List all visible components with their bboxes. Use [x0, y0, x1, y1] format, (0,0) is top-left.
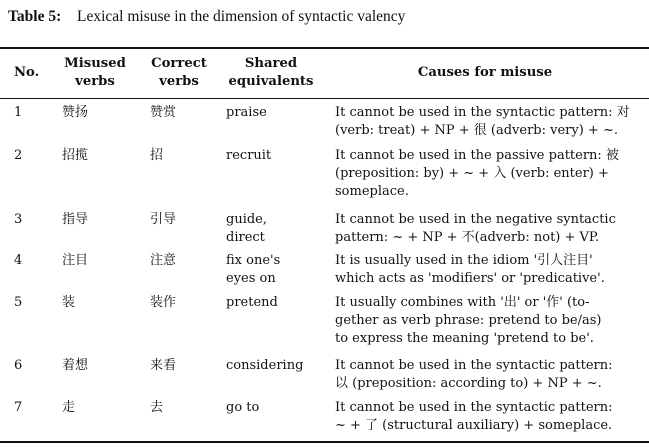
- row-2-shared: [226, 147, 271, 165]
- table-title: Lexical misuse in the dimension of syntactic valency: [77, 8, 406, 25]
- header-shared-line2: equivalents: [228, 74, 314, 89]
- row-4-correct: 注意: [150, 253, 177, 268]
- row-6-correct: 来看: [150, 358, 177, 373]
- row-4-no: 4: [14, 253, 23, 268]
- row-6-shared: [226, 357, 303, 375]
- row-6-cause-line: 以 (preposition: according to) + NP + ~.: [335, 376, 602, 392]
- row-4-shared: [226, 252, 280, 288]
- row-7-correct: 去: [150, 400, 164, 415]
- row-4-misused: 注目: [62, 253, 89, 268]
- row-6-no: 6: [14, 358, 23, 373]
- header-correct-line1: Correct: [151, 56, 207, 71]
- header-correct-line2: verbs: [159, 74, 199, 89]
- header-misused-line1: Misused: [64, 56, 126, 71]
- row-7-cause-line: It cannot be used in the syntactic pattern:: [335, 400, 613, 415]
- row-2-causes: [335, 147, 649, 202]
- row-2-misused: 招揽: [62, 148, 89, 163]
- row-1-no: 1: [14, 105, 23, 120]
- row-1-cause-line: It cannot be used in the syntactic pattern: 对: [335, 105, 630, 120]
- row-4-shared-line: eyes on: [226, 271, 276, 287]
- row-2-shared-line: recruit: [226, 148, 272, 163]
- header-rule: [0, 98, 649, 99]
- row-5-cause-line: It usually combines with '出' or '作' (to-: [335, 295, 590, 310]
- row-1-correct: 赞赏: [150, 105, 177, 120]
- row-3-no: 3: [14, 212, 23, 227]
- header-misused-line2: verbs: [75, 74, 115, 89]
- row-3-cause-line: pattern: ~ + NP + 不(adverb: not) + VP.: [335, 230, 600, 246]
- row-4-causes: [335, 252, 649, 288]
- header-shared: [222, 55, 320, 91]
- row-2-cause-line: someplace.: [335, 184, 409, 200]
- row-7-shared: [226, 399, 259, 417]
- row-7-misused: 走: [62, 400, 76, 415]
- row-7-no: 7: [14, 400, 23, 415]
- row-5-cause-line: to express the meaning 'pretend to be'.: [335, 331, 594, 347]
- header-shared-line1: Shared: [244, 56, 298, 71]
- bottom-rule: [0, 441, 649, 443]
- row-4-cause-line: It is usually used in the idiom '引人注目': [335, 253, 593, 268]
- row-2-cause-line: (preposition: by) + ~ + 入 (verb: enter) +: [335, 166, 609, 182]
- row-5-no: 5: [14, 295, 23, 310]
- row-5-misused: 装: [62, 295, 76, 310]
- row-6-causes: [335, 357, 649, 393]
- row-7-causes: [335, 399, 649, 435]
- row-4-cause-line: which acts as 'modifiers' or 'predicative'.: [335, 271, 605, 287]
- header-no: No.: [14, 65, 40, 80]
- row-7-shared-line: go to: [226, 400, 260, 415]
- header-misused: [57, 55, 133, 91]
- header-correct: [143, 55, 215, 91]
- row-5-shared-line: pretend: [226, 295, 278, 310]
- table-number: Table 5:: [8, 8, 62, 25]
- row-5-cause-line: gether as verb phrase: pretend to be/as): [335, 313, 602, 329]
- row-1-cause-line: (verb: treat) + NP + 很 (adverb: very) + ~.: [335, 123, 618, 139]
- row-5-causes: [335, 294, 649, 349]
- row-3-cause-line: It cannot be used in the negative syntactic: [335, 212, 616, 227]
- row-1-shared: [226, 104, 267, 122]
- row-5-correct: 装作: [150, 295, 177, 310]
- row-6-cause-line: It cannot be used in the syntactic pattern:: [335, 358, 613, 373]
- row-3-shared: [226, 211, 267, 247]
- row-3-misused: 指导: [62, 212, 89, 227]
- row-3-shared-line: direct: [226, 230, 265, 246]
- row-5-shared: [226, 294, 278, 312]
- row-1-shared-line: praise: [226, 105, 267, 120]
- row-2-correct: 招: [150, 148, 164, 163]
- top-rule: [0, 47, 649, 49]
- row-2-cause-line: It cannot be used in the passive pattern: 被: [335, 148, 619, 163]
- row-6-misused: 着想: [62, 358, 89, 373]
- row-4-shared-line: fix one's: [226, 253, 281, 268]
- header-causes: Causes for misuse: [417, 65, 553, 80]
- row-1-misused: 赞扬: [62, 105, 89, 120]
- row-3-correct: 引导: [150, 212, 177, 227]
- row-7-cause-line: ~ + 了 (structural auxiliary) + someplace.: [335, 418, 613, 434]
- row-1-causes: [335, 104, 649, 140]
- row-3-causes: [335, 211, 649, 247]
- row-3-shared-line: guide,: [226, 212, 267, 227]
- row-6-shared-line: considering: [226, 358, 304, 373]
- table-caption: [8, 8, 405, 26]
- row-2-no: 2: [14, 148, 23, 163]
